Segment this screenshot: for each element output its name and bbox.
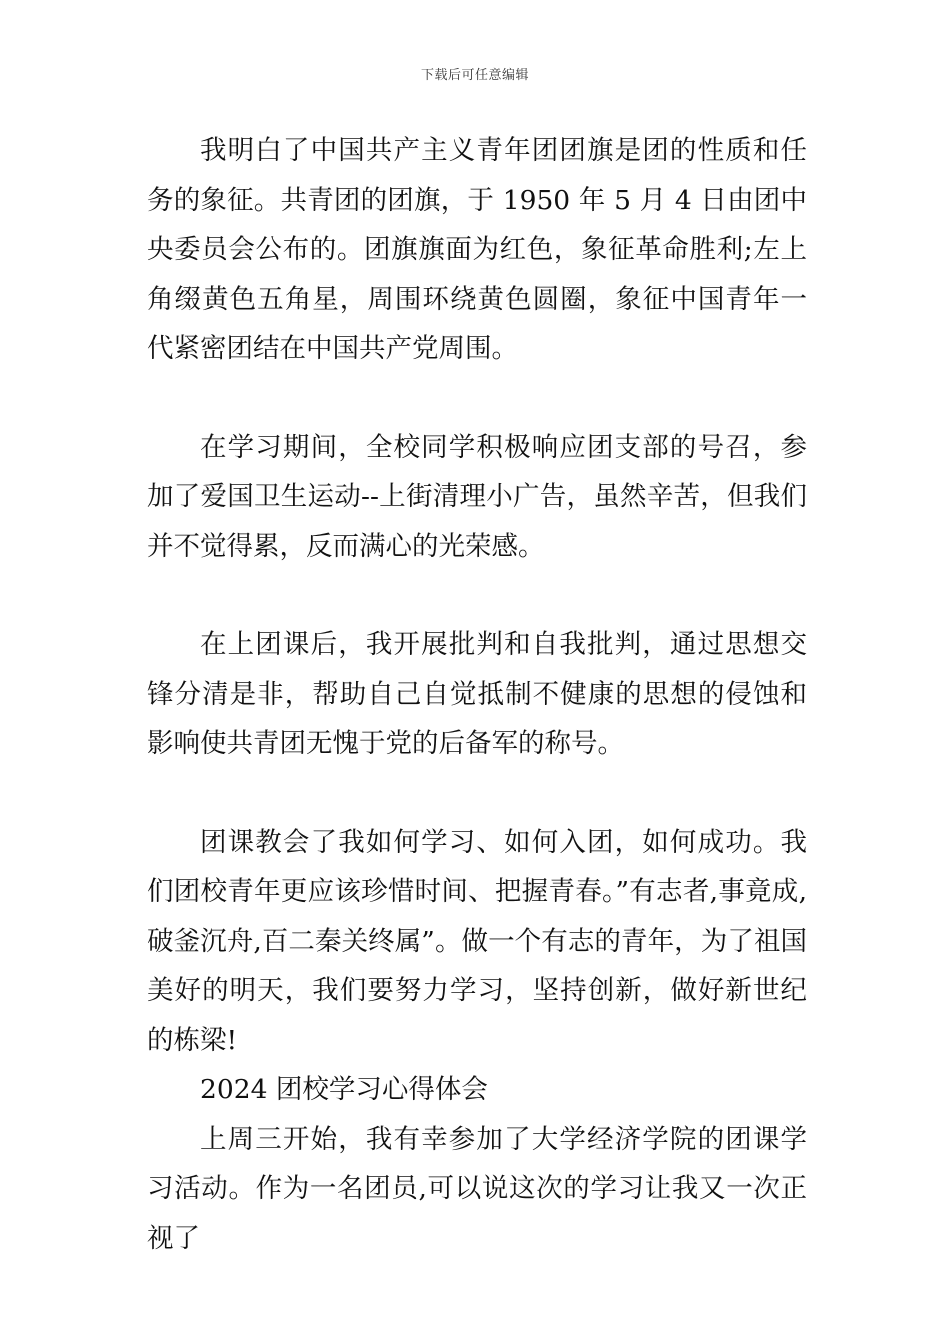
paragraph-lessons-learned: 团课教会了我如何学习、如何入团，如何成功。我们团校青年更应该珍惜时间、把握青春。”有志者,事竟成,破釜沉舟,百二秦关终属”。做一个有志的青年，为了祖国美好的明天，我们要努力学习，坚持创新，做好新世纪的栋梁!: [147, 826, 807, 1056]
paragraph-new-section-intro: 上周三开始，我有幸参加了大学经济学院的团课学习活动。作为一名团员,可以说这次的学习让我又一次正视了: [147, 1123, 807, 1254]
document-body: [147, 126, 807, 1263]
paragraph-self-criticism: 在上团课后，我开展批判和自我批判，通过思想交锋分清是非，帮助自己自觉抵制不健康的思想的侵蚀和影响使共青团无愧于党的后备军的称号。: [147, 629, 807, 759]
section-heading: 2024 团校学习心得体会: [200, 1074, 488, 1105]
page-header-note: 下载后可任意编辑: [420, 68, 529, 83]
paragraph-cleanup-activity: 在学习期间，全校同学积极响应团支部的号召，参加了爱国卫生运动--上街清理小广告，虽然辛苦，但我们并不觉得累，反而满心的光荣感。: [147, 431, 807, 562]
paragraph-league-flag: 我明白了中国共产主义青年团团旗是团的性质和任务的象征。共青团的团旗，于 1950 年 5 月 4 日由团中央委员会公布的。团旗旗面为红色，象征革命胜利;左上角缀黄色五角星，周围环绕黄色圆圈，象征中国青年一代紧密团结在中国共产党周围。: [147, 135, 807, 364]
